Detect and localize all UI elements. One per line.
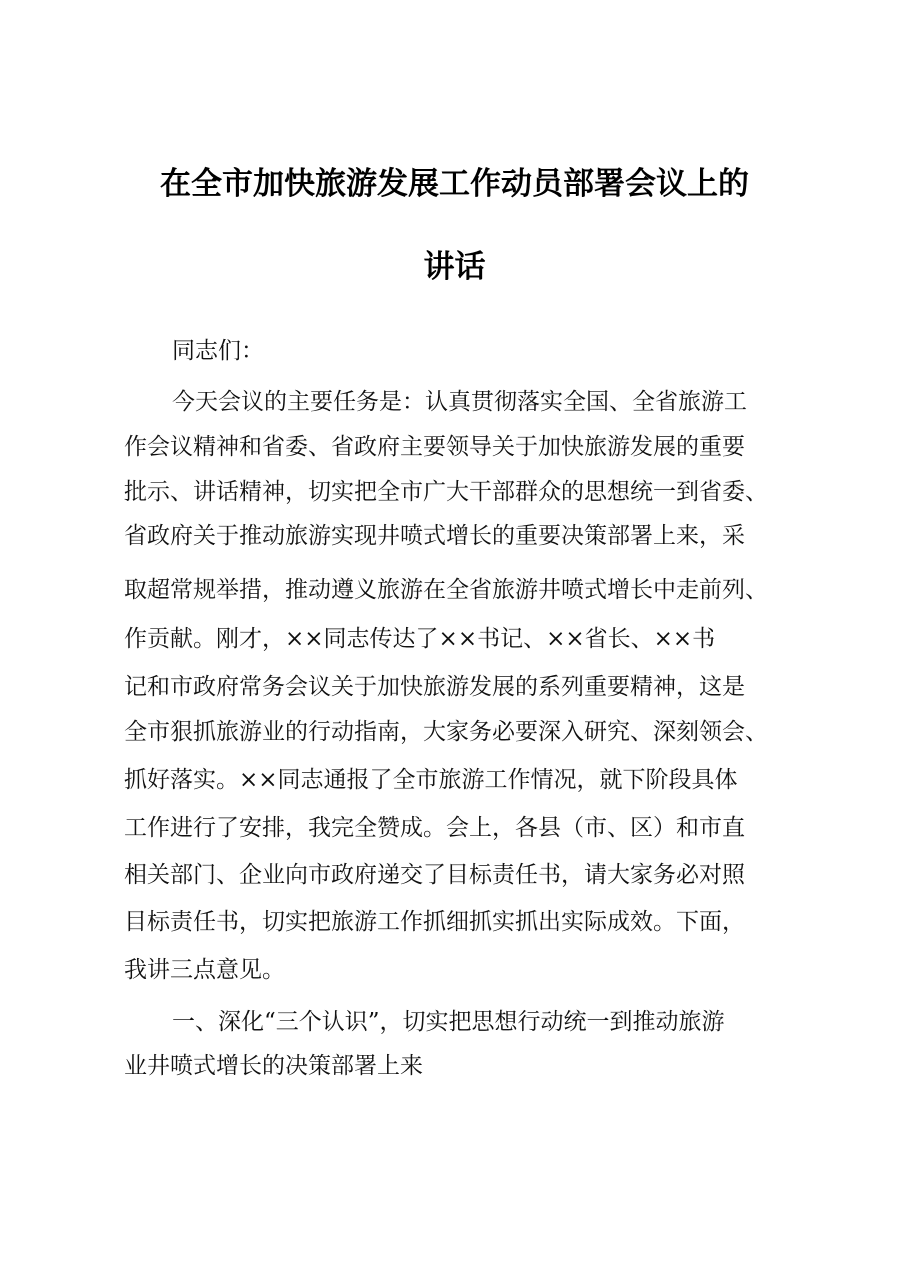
paragraph-line: 相关部门、企业向市政府递交了目标责任书，请大家务必对照 [124, 862, 745, 888]
paragraph-line: 记和市政府常务会议关于加快旅游发展的系列重要精神，这是 [124, 674, 745, 700]
paragraph-line: 取超常规举措，推动遵义旅游在全省旅游井喷式增长中走前列、 [124, 577, 768, 603]
paragraph-line: 批示、讲话精神，切实把全市广大干部群众的思想统一到省委、 [124, 479, 768, 505]
paragraph-line: 作贡献。刚才，××同志传达了××书记、××省长、××书 [124, 626, 716, 652]
section-heading-line: 一、深化“三个认识”，切实把思想行动统一到推动旅游 [172, 1009, 725, 1035]
document-title-line-2: 讲话 [423, 249, 486, 285]
paragraph-line: 今天会议的主要任务是：认真贯彻落实全国、全省旅游工 [172, 389, 747, 415]
paragraph-line: 作会议精神和省委、省政府主要领导关于加快旅游发展的重要 [124, 434, 745, 460]
paragraph-line: 全市狠抓旅游业的行动指南，大家务必要深入研究、深刻领会、 [124, 719, 768, 745]
paragraph-line: 工作进行了安排，我完全赞成。会上，各县（市、区）和市直 [124, 815, 745, 841]
paragraph-line: 我讲三点意见。 [124, 957, 285, 983]
salutation: 同志们： [172, 338, 264, 364]
document-title-line-1: 在全市加快旅游发展工作动员部署会议上的 [160, 166, 749, 202]
paragraph-line: 抓好落实。××同志通报了全市旅游工作情况，就下阶段具体 [124, 767, 738, 793]
paragraph-line: 目标责任书，切实把旅游工作抓细抓实抓出实际成效。下面， [124, 909, 745, 935]
paragraph-line: 省政府关于推动旅游实现井喷式增长的重要决策部署上来，采 [124, 523, 745, 549]
section-heading-line: 业井喷式增长的决策部署上来 [124, 1053, 423, 1079]
